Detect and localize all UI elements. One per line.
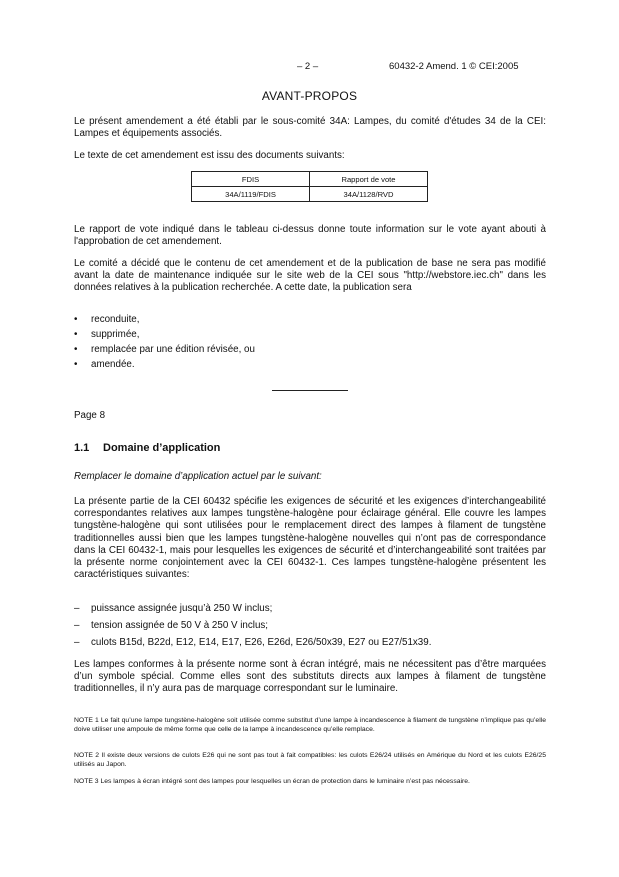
list-item-text: puissance assignée jusqu’à 250 W inclus; (91, 603, 273, 614)
separator-rule (272, 390, 348, 391)
section-heading (74, 442, 220, 454)
vote-report-paragraph: Le rapport de vote indiqué dans le tableau ci-dessus donne toute information sur le vote ayant abouti à l'approbation de cet amendement. (74, 224, 546, 248)
list-item-text: tension assignée de 50 V à 250 V inclus; (91, 620, 269, 631)
list-item-text: amendée. (91, 359, 135, 370)
bullet-icon: • (74, 314, 78, 325)
document-reference: 60432-2 Amend. 1 © CEI:2005 (389, 61, 519, 72)
note-2: NOTE 2 Il existe deux versions de culots E26 qui ne sont pas tout à fait compatibles: les culots E26/24 utilisés en Amérique du Nord et les culots E26/25 utilisés au Japon. (74, 752, 546, 768)
dash-icon: – (74, 603, 80, 614)
committee-paragraph: Le comité a décidé que le contenu de cet amendement et de la publication de base ne sera pas modifié avant la date de maintenance indiquée sur le site web de la CEI sous "http://webstore.iec.ch" dans les données relatives à la publication recherchée. A cette date, la publication sera (74, 258, 546, 294)
page-number: – 2 – (297, 61, 319, 72)
scope-paragraph: La présente partie de la CEI 60432 spécifie les exigences de sécurité et les exigences d’interchangeabilité correspondantes relatives aux lampes tungstène-halogène pour éclairage général. Elle couvre les lampes tungstène-halogène qui sont utilisées pour le remplacement direct des lampes à filament de tungstène traditionnelles aussi bien que les lampes tungstène-halogène nouvelles qui n’ont pas de correspondance dans la CEI 60432-1, mais pour lesquelles les exigences de sécurité et d’interchangeabilité sont traitées par la présente norme conjointement avec la CEI 60432-1. Ces lampes tungstène-halogène présentent les caractéristiques suivantes: (74, 496, 546, 581)
table-header-cell: FDIS (192, 172, 310, 187)
bullet-icon: • (74, 359, 78, 370)
list-item (74, 344, 255, 359)
section-number: 1.1 (74, 442, 90, 454)
note-3: NOTE 3 Les lampes à écran intégré sont des lampes pour lesquelles un écran de protection dans le luminaire n’est pas nécessaire. (74, 778, 470, 785)
intro-paragraph: Le présent amendement a été établi par le sous-comité 34A: Lampes, du comité d'études 34 de la CEI: Lampes et équipements associés. (74, 116, 546, 140)
list-item-text: reconduite, (91, 314, 140, 325)
list-item-text: supprimée, (91, 329, 140, 340)
list-item (74, 359, 255, 374)
list-item (74, 620, 431, 637)
note-1: NOTE 1 Le fait qu’une lampe tungstène-halogène soit utilisée comme substitut d’une lampe à incandescence à filament de tungstène n’implique pas qu’elle doive utiliser une ampoule de même forme que celle de la lampe à incandescence qu’elle remplace. (74, 717, 546, 733)
list-item-text: remplacée par une édition révisée, ou (91, 344, 255, 355)
dash-icon: – (74, 620, 80, 631)
replacement-instruction: Remplacer le domaine d’application actuel par le suivant: (74, 471, 322, 482)
table-row (192, 187, 428, 202)
page-reference: Page 8 (74, 410, 106, 421)
documents-paragraph: Le texte de cet amendement est issu des documents suivants: (74, 150, 345, 161)
list-item (74, 603, 431, 620)
bullet-icon: • (74, 329, 78, 340)
list-item (74, 637, 431, 654)
dash-icon: – (74, 637, 80, 648)
characteristics-list (74, 603, 431, 654)
list-item (74, 314, 255, 329)
publication-options-list (74, 314, 255, 374)
page-title: AVANT-PROPOS (261, 89, 358, 103)
section-title: Domaine d’application (103, 442, 221, 454)
vote-table (191, 171, 428, 202)
table-cell: 34A/1119/FDIS (192, 187, 310, 202)
list-item-text: culots B15d, B22d, E12, E14, E17, E26, E26d, E26/50x39, E27 ou E27/51x39. (91, 637, 432, 648)
bullet-icon: • (74, 344, 78, 355)
list-item (74, 329, 255, 344)
conformity-paragraph: Les lampes conformes à la présente norme sont à écran intégré, mais ne nécessitent pas d’être marquées d’un symbole spécial. Comme elles sont des substituts directs aux lampes à filament de tungstène traditionnelles, il n’y aura pas de marquage correspondant sur le luminaire. (74, 659, 546, 695)
table-header-cell: Rapport de vote (310, 172, 428, 187)
table-header-row (192, 172, 428, 187)
table-cell: 34A/1128/RVD (310, 187, 428, 202)
